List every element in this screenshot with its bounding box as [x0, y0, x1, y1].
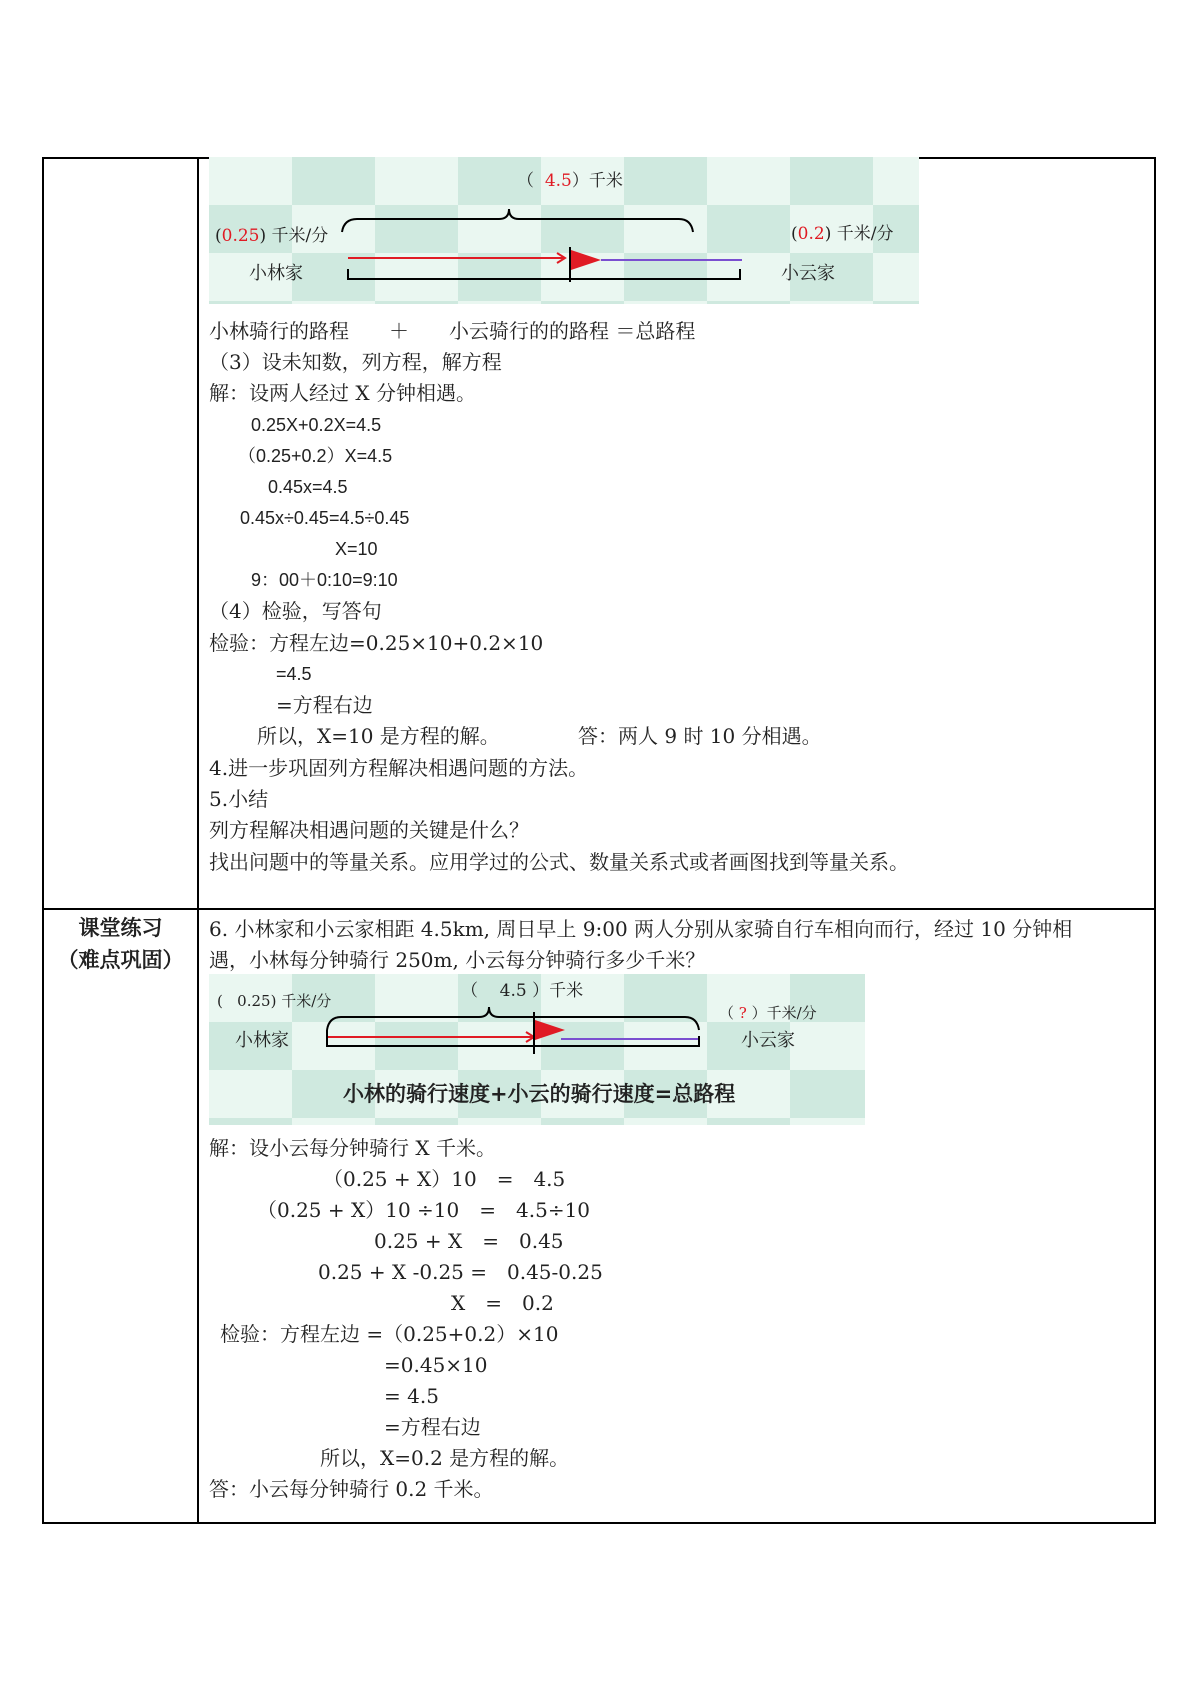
meeting-diagram-2 — [209, 974, 865, 1125]
equation-2-2: （0.25 + X）10 ÷10 = 4.5÷10 — [257, 1198, 591, 1222]
solve-intro-2: 解：设小云每分钟骑行 X 千米。 — [209, 1136, 496, 1160]
total-distance-label: （ 4.5）千米 — [517, 171, 623, 191]
step-4-heading: （4）检验，写答句 — [209, 599, 382, 623]
answer: 答：两人 9 时 10 分相遇。 — [578, 724, 822, 748]
practice-label-line-1: 课堂练习 — [78, 916, 163, 940]
equation-2-5: X = 0.2 — [451, 1291, 554, 1315]
solve-intro: 解：设两人经过 X 分钟相遇。 — [209, 381, 476, 405]
total-distance-label-2: （ 4.5 ）千米 — [461, 981, 584, 1001]
equation-5: X=10 — [335, 539, 378, 559]
equation-1: 0.25X+0.2X=4.5 — [251, 415, 382, 435]
problem-6-line-2: 遇，小林每分钟骑行 250m, 小云每分钟骑行多少千米？ — [209, 948, 706, 972]
distance-relation: 小林骑行的路程 ＋ 小云骑行的的路程 ＝总路程 — [209, 319, 696, 343]
conclusion: 所以，X=10 是方程的解。 — [257, 724, 500, 748]
item-4: 4.进一步巩固列方程解决相遇问题的方法。 — [209, 756, 589, 780]
conclusion-2: 所以，X=0.2 是方程的解。 — [320, 1446, 570, 1470]
time-calculation: 9：00＋0:10=9:10 — [251, 570, 398, 590]
bottom-bracket — [348, 269, 740, 279]
check-2-line-3: = 4.5 — [384, 1384, 439, 1408]
equation-2-4: 0.25 + X -0.25 = 0.45-0.25 — [318, 1260, 603, 1284]
check-line-1: 检验：方程左边=0.25×10+0.2×10 — [209, 631, 544, 655]
answer-2: 答：小云每分钟骑行 0.2 千米。 — [209, 1477, 494, 1501]
check-2-line-2: =0.45×10 — [384, 1353, 488, 1377]
check-2-line-4: =方程右边 — [384, 1415, 481, 1439]
top-brace — [342, 209, 693, 232]
meeting-diagram-1 — [209, 157, 919, 304]
flag-icon-2 — [535, 1020, 565, 1040]
equation-3: 0.45x=4.5 — [268, 477, 348, 497]
check-line-3: =方程右边 — [276, 693, 373, 717]
xiaoyun-speed-label-2: （ ? ）千米/分 — [719, 1004, 817, 1022]
xiaolin-home-label-2: 小林家 — [235, 1030, 289, 1051]
practice-label-line-2: （难点巩固） — [57, 948, 184, 972]
summary-answer: 找出问题中的等量关系。应用学过的公式、数量关系式或者画图找到等量关系。 — [209, 850, 909, 874]
xiaolin-home-label: 小林家 — [249, 263, 303, 284]
step-3-heading: （3）设未知数，列方程，解方程 — [209, 350, 502, 374]
xiaoyun-home-label-2: 小云家 — [741, 1030, 795, 1051]
item-5-summary-heading: 5.小结 — [209, 787, 269, 811]
xiaolin-speed-label-2: ( 0.25) 千米/分 — [217, 992, 332, 1010]
practice-label — [44, 912, 197, 976]
problem-6-line-1: 6. 小林家和小云家相距 4.5km, 周日早上 9:00 两人分别从家骑自行车相向而行，经过 10 分钟相 — [209, 917, 1073, 941]
top-brace-2 — [327, 1007, 699, 1030]
xiaoyun-speed-label: (0.2) 千米/分 — [791, 224, 894, 244]
speed-relation: 小林的骑行速度+小云的骑行速度=总路程 — [343, 1082, 736, 1106]
equation-4: 0.45x÷0.45=4.5÷0.45 — [240, 508, 410, 528]
summary-question: 列方程解决相遇问题的关键是什么？ — [209, 818, 529, 842]
flag-icon — [571, 250, 601, 270]
xiaoyun-home-label: 小云家 — [781, 263, 835, 284]
column-divider — [197, 157, 199, 1524]
check-line-2: =4.5 — [276, 664, 312, 684]
xiaolin-speed-label: (0.25) 千米/分 — [215, 226, 329, 246]
equation-2: （0.25+0.2）X=4.5 — [238, 446, 393, 466]
check-2-line-1: 检验：方程左边 =（0.25+0.2）×10 — [220, 1322, 559, 1346]
equation-2-1: （0.25 + X）10 = 4.5 — [323, 1167, 566, 1191]
row-divider — [42, 908, 1156, 910]
equation-2-3: 0.25 + X = 0.45 — [374, 1229, 564, 1253]
